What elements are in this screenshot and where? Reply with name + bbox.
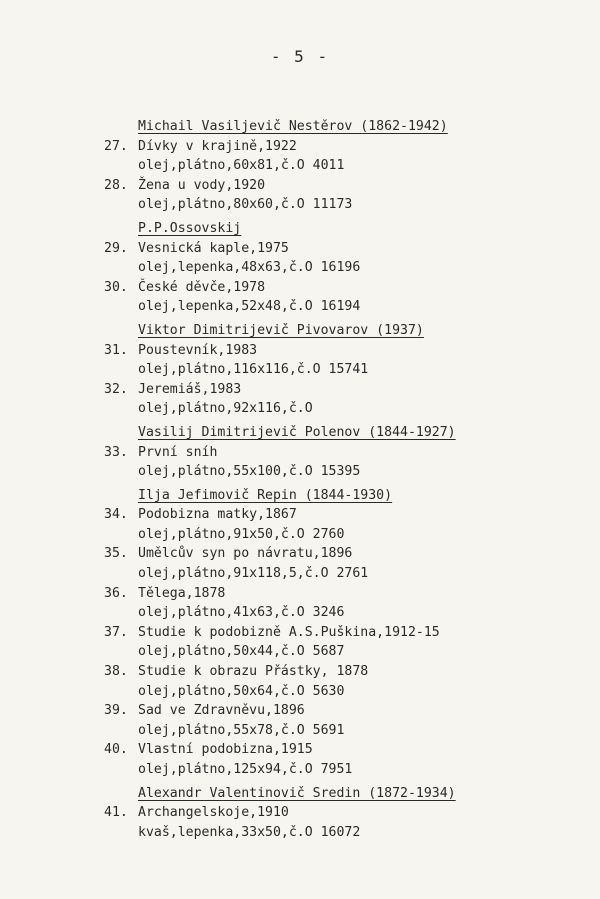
- list-item: 39. Sad ve Zdravněvu,1896: [104, 703, 305, 719]
- artist-heading: Michail Vasiljevič Nestěrov (1862-1942): [138, 119, 448, 134]
- item-details: olej,plátno,91x50,č.O 2760: [138, 526, 345, 542]
- artist-heading: Viktor Dimitrijevič Pivovarov (1937): [138, 322, 424, 338]
- item-details: olej,plátno,60x81,č.O 4011: [138, 158, 345, 174]
- list-item: 34. Podobizna matky,1867: [104, 507, 297, 523]
- page-number: - 5 -: [270, 47, 330, 66]
- artist-heading: Ilja Jefimovič Repin (1844-1930): [138, 487, 393, 503]
- list-item: 41. Archangelskoje,1910: [104, 805, 289, 821]
- item-details: olej,lepenka,48x63,č.O 16196: [138, 260, 361, 276]
- list-item: 37. Studie k podobizně A.S.Puškina,1912-15: [104, 624, 440, 640]
- item-details: olej,plátno,50x44,č.O 5687: [138, 644, 345, 660]
- list-item: 27. Dívky v krajině,1922: [104, 138, 297, 154]
- list-item: 36. Tělega,1878: [104, 585, 226, 601]
- item-details: olej,plátno,125x94,č.O 7951: [138, 762, 353, 777]
- list-item: 29. Vesnická kaple,1975: [104, 240, 289, 256]
- artist-heading: Alexandr Valentinovič Sredin (1872-1934): [138, 785, 456, 801]
- list-item: 30. České děvče,1978: [104, 279, 266, 295]
- item-details: olej,plátno,55x100,č.O 15395: [138, 464, 361, 480]
- list-item: 38. Studie k obrazu Přástky, 1878: [104, 664, 369, 680]
- list-item: 32. Jeremiáš,1983: [104, 381, 242, 397]
- list-item: 31. Poustevník,1983: [104, 342, 258, 358]
- list-item: 33. První sníh: [104, 444, 218, 460]
- item-details: olej,lepenka,52x48,č.O 16194: [138, 299, 361, 315]
- list-item: 40. Vlastní podobizna,1915: [104, 742, 313, 758]
- item-details: olej,plátno,55x78,č.O 5691: [138, 722, 345, 738]
- item-details: olej,plátno,92x116,č.O: [138, 401, 313, 417]
- item-details: olej,plátno,80x60,č.O 11173: [138, 197, 353, 213]
- item-details: olej,plátno,50x64,č.O 5630: [138, 683, 345, 699]
- item-details: olej,plátno,91x118,5,č.O 2761: [138, 566, 369, 582]
- list-item: 35. Umělcův syn po návratu,1896: [104, 546, 353, 562]
- artist-heading: P.P.Ossovskij: [138, 220, 242, 236]
- item-details: kvaš,lepenka,33x50,č.O 16072: [138, 824, 361, 840]
- catalog-list: [104, 113, 574, 842]
- item-details: olej,plátno,116x116,č.O 15741: [138, 362, 369, 378]
- list-item: 28. Žena u vody,1920: [104, 177, 266, 193]
- item-details: olej,plátno,41x63,č.O 3246: [138, 605, 345, 621]
- artist-heading: Vasilij Dimitrijevič Polenov (1844-1927): [138, 424, 456, 440]
